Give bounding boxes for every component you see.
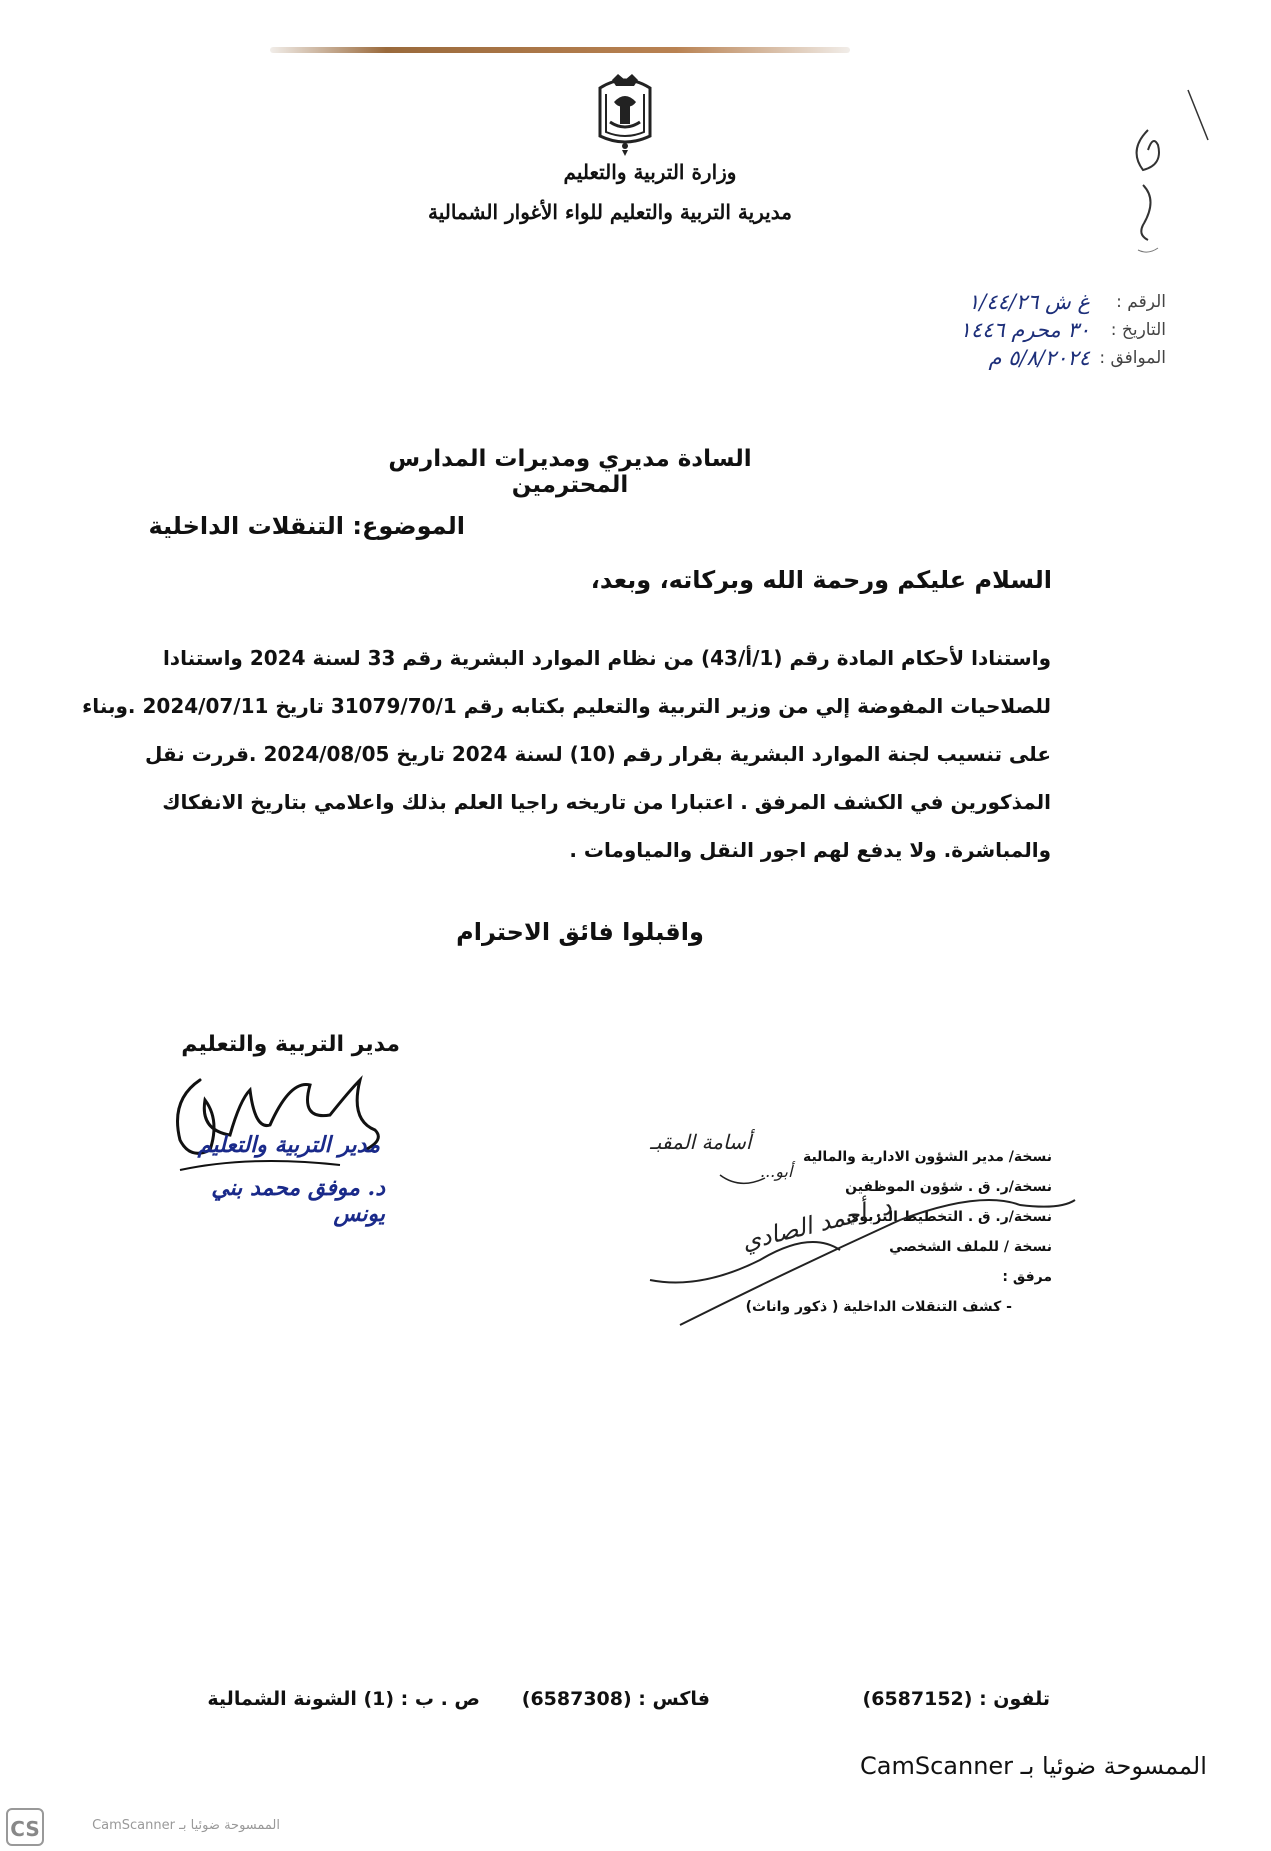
- attachment-label: مرفق :: [1002, 1269, 1052, 1285]
- stamp-title: مدير التربية والتعليم: [197, 1132, 380, 1158]
- stamp-name: د. موفق محمد بني يونس: [211, 1175, 385, 1227]
- reference-corresponding-row: [900, 344, 1166, 372]
- body-line: واستنادا لأحكام المادة رقم (1/أ/43) من نظام الموارد البشرية رقم 33 لسنة 2024 واستنادا: [162, 646, 1051, 670]
- directorate-name: مديرية التربية والتعليم للواء الأغوار الشمالية: [428, 200, 792, 224]
- reference-block: [900, 288, 1166, 372]
- attachment-item: - كشف التنقلات الداخلية ( ذكور واناث): [745, 1299, 1012, 1315]
- footer-pobox: ص . ب : (1) الشونة الشمالية: [207, 1688, 480, 1710]
- scanner-watermark: الممسوحة ضوئيا بـ CamScanner: [92, 1818, 280, 1833]
- reference-number-label: الرقم :: [1116, 292, 1166, 312]
- signatory-title: مدير التربية والتعليم: [181, 1032, 400, 1057]
- camscanner-logo-icon: CS: [6, 1808, 44, 1846]
- footer-fax: فاكس : (6587308): [521, 1688, 710, 1710]
- letter-closing: واقبلوا فائق الاحترام: [456, 918, 704, 946]
- reference-number-value: غ ش ١/٤٤/٢٦: [967, 290, 1090, 314]
- reference-date-value: ٣٠ محرم ١٤٤٦: [959, 318, 1090, 342]
- reference-date-row: [900, 316, 1166, 344]
- body-line: للصلاحيات المفوضة إلي من وزير التربية والتعليم بكتابه رقم 31079/70/1 تاريخ 2024/07/11 .وبناء: [82, 694, 1051, 718]
- reference-corresponding-value: ٥/٨/٢٠٢٤ م: [988, 346, 1090, 370]
- body-line: والمباشرة. ولا يدفع لهم اجور النقل والمياومات .: [569, 838, 1051, 862]
- letter-greeting: السلام عليكم ورحمة الله وبركاته، وبعد،: [590, 566, 1052, 594]
- body-line: على تنسيب لجنة الموارد البشرية بقرار رقم (10) لسنة 2024 تاريخ 2024/08/05 .قررت نقل: [145, 742, 1051, 766]
- handwritten-note: د. أحمد الصادي: [738, 1191, 895, 1257]
- handwritten-note: أبو...: [760, 1162, 793, 1181]
- footer-phone: تلفون : (6587152): [862, 1688, 1050, 1710]
- letter-footer: [207, 1688, 1050, 1718]
- handwritten-signature: [160, 1060, 400, 1190]
- letter-recipients: السادة مديري ومديرات المدارس المحترمين: [388, 446, 752, 498]
- letter-subject: الموضوع: التنقلات الداخلية: [148, 512, 465, 540]
- reference-number-row: [900, 288, 1166, 316]
- ministry-name: وزارة التربية والتعليم: [563, 160, 737, 184]
- body-line: المذكورين في الكشف المرفق . اعتبارا من تاريخه راجيا العلم بذلك واعلامي بتاريخ الانفكاك: [162, 790, 1051, 814]
- coat-of-arms-icon: [590, 74, 660, 158]
- copy-item: نسخة/ مدير الشؤون الادارية والمالية: [802, 1149, 1052, 1165]
- reference-date-label: التاريخ :: [1110, 320, 1166, 340]
- handwritten-note: أسامة المقبـ: [650, 1130, 752, 1154]
- copy-item: نسخة/ر. ق . التخطيط التربوي: [846, 1209, 1052, 1225]
- corner-handwriting: [1118, 90, 1208, 270]
- copy-item: نسخة / للملف الشخصي: [889, 1239, 1052, 1255]
- reference-corresponding-label: الموافق :: [1099, 348, 1166, 368]
- scan-edge-strip: [270, 47, 850, 53]
- handwritten-strokes: [640, 1150, 1080, 1330]
- copy-item: نسخة/ر. ق . شؤون الموظفين: [845, 1179, 1052, 1195]
- letter-body: [82, 634, 1051, 874]
- scanner-caption: الممسوحة ضوئيا بـ CamScanner: [860, 1752, 1207, 1780]
